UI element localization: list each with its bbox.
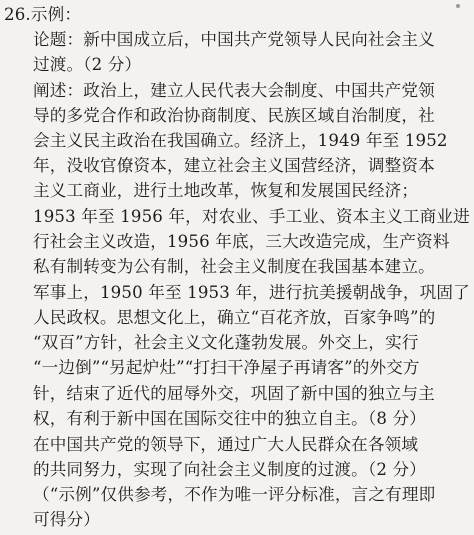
thesis-line-2: 过渡。（2 分） xyxy=(33,55,142,74)
note-line-1: （“示例”仅供参考，不作为唯一评分标准，言之有理即 xyxy=(33,485,436,504)
argument-line-7: 行社会主义改造，1956 年底，三大改造完成，生产资料 xyxy=(33,232,450,251)
argument-line-9: 军事上，1950 年至 1953 年，进行抗美援朝战争，巩固了 xyxy=(33,283,470,302)
argument-line-3: 会主义民主政治在我国确立。经济上，1949 年至 1952 xyxy=(33,131,448,150)
question-number-heading: 26.示例： xyxy=(4,5,82,24)
thesis-line-1: 论题：新中国成立后，中国共产党领导人民向社会主义 xyxy=(33,30,435,49)
argument-line-1: 阐述：政治上，建立人民代表大会制度、中国共产党领 xyxy=(33,81,435,100)
note-line-2: 可得分） xyxy=(33,510,100,529)
argument-line-2: 导的多党合作和政治协商制度、民族区域自治制度，社 xyxy=(33,106,435,125)
conclusion-line-1: 在中国共产党的领导下，通过广大人民群众在各领域 xyxy=(33,435,419,454)
scan-dot-mark xyxy=(456,4,460,8)
argument-line-12: “一边倒”“另起炉灶”“打扫干净屋子再请客”的外交方 xyxy=(33,358,420,377)
argument-line-10: 人民政权。思想文化上，确立“百花齐放，百家争鸣”的 xyxy=(33,308,436,327)
argument-line-4: 年，没收官僚资本，建立社会主义国营经济，调整资本 xyxy=(33,156,435,175)
argument-line-14: 权，有利于新中国在国际交往中的独立自主。（8 分） xyxy=(33,409,426,428)
argument-line-8: 私有制转变为公有制，社会主义制度在我国基本建立。 xyxy=(33,257,435,276)
conclusion-line-2: 的共同努力，实现了向社会主义制度的过渡。（2 分） xyxy=(33,460,426,479)
argument-line-6: 1953 年至 1956 年，对农业、手工业、资本主义工商业进 xyxy=(33,207,470,226)
argument-line-5: 主义工商业，进行土地改革，恢复和发展国民经济； xyxy=(33,181,419,200)
argument-line-13: 针，结束了近代的屈辱外交，巩固了新中国的独立与主 xyxy=(33,384,435,403)
argument-line-11: “双百”方针，社会主义文化蓬勃发展。外交上，实行 xyxy=(33,333,419,352)
